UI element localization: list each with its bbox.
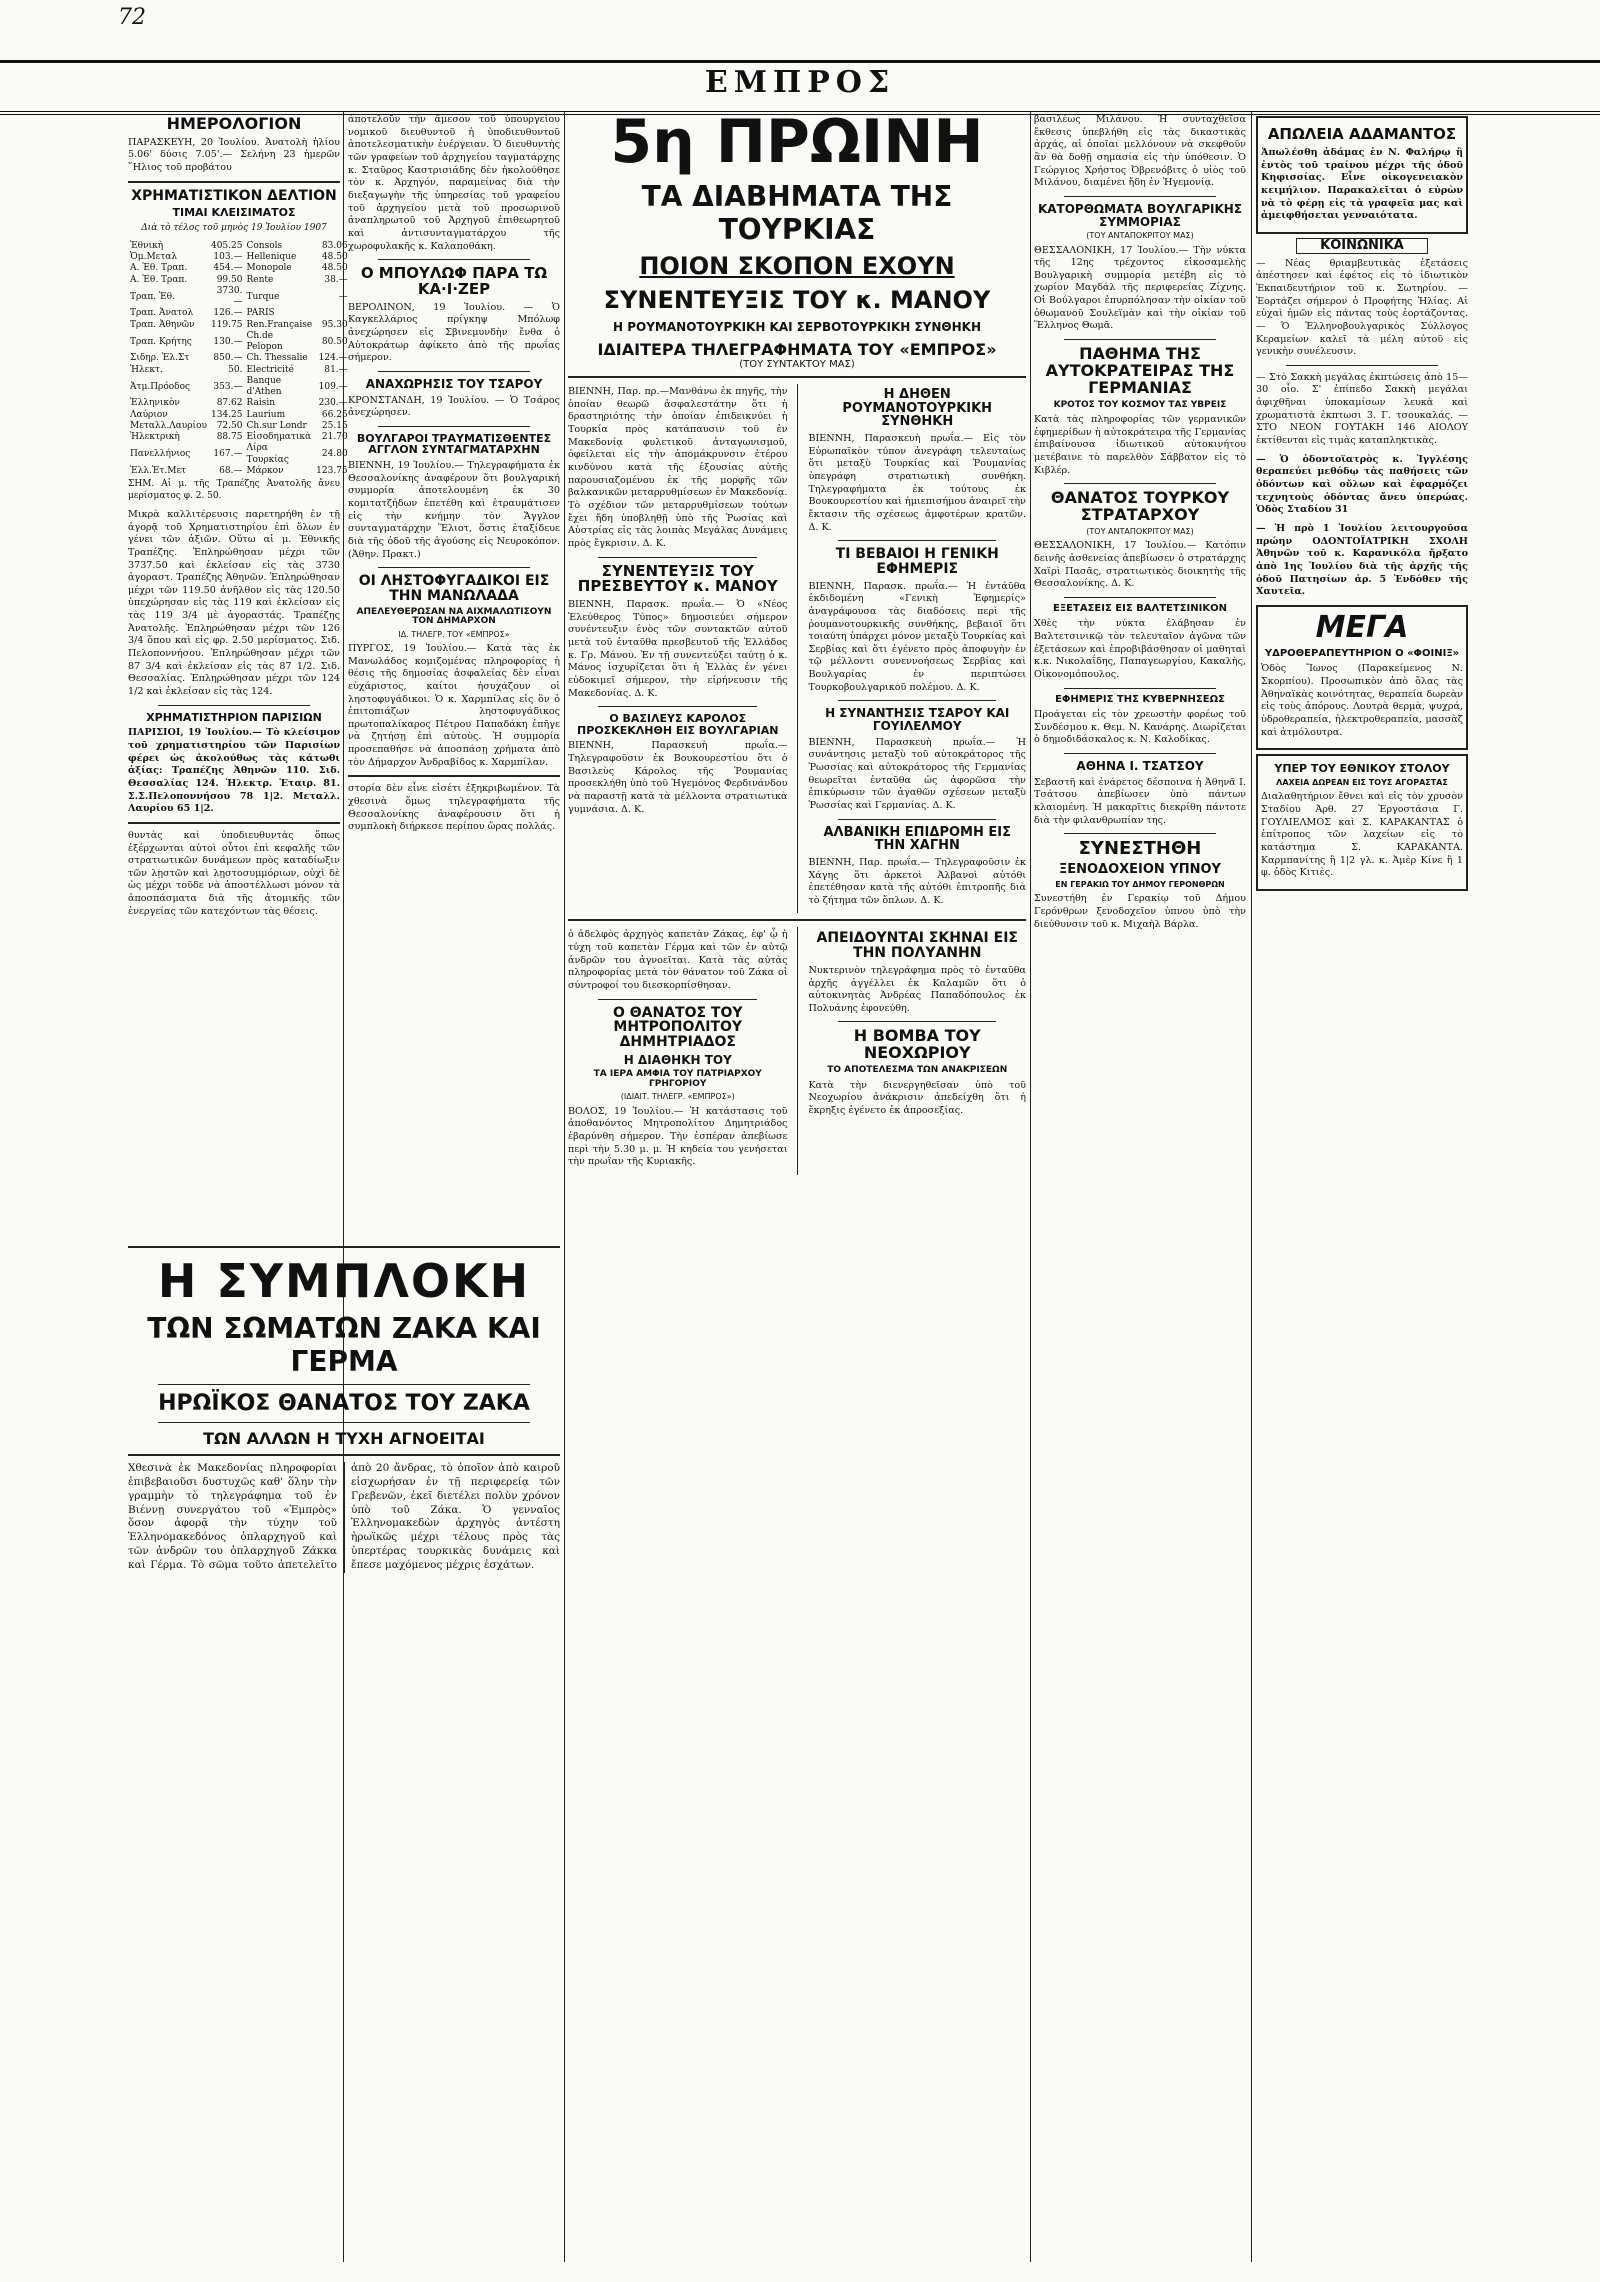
divider [1064, 597, 1216, 598]
fleet-lottery-ad [1256, 754, 1468, 891]
rates-cell: PARIS [246, 308, 275, 319]
bourse-note: ΣΗΜ. Αἱ μ. τῆς Τραπέζης Ἀνατολῆς ἄνευ μερίσματος φ. 2. 50. [128, 479, 340, 501]
rates-cell: Τραπ. Ἀνατολ [130, 308, 194, 319]
divider [1064, 753, 1216, 754]
carol-heading: Ο ΒΑΣΙΛΕΥΣ ΚΑΡΟΛΟΣ ΠΡΟΣΚΕΚΛΗΘΗ ΕΙΣ ΒΟΥΛΓΑΡΙΑΝ [577, 712, 779, 737]
divider [838, 819, 996, 820]
metropolitan-heading: Ο ΘΑΝΑΤΟΣ ΤΟΥ ΜΗΤΡΟΠΟΛΙΤΟΥ ΔΗΜΗΤΡΙΑΔΟΣ [612, 1004, 743, 1051]
rates-cell: Τραπ. Ἐθ. [130, 291, 175, 302]
rates-cell: Λίρα Τουρκίας [246, 443, 289, 465]
divider [128, 822, 340, 824]
bebaioi-heading: ΤΙ ΒΕΒΑΙΟΙ Η ΓΕΝΙΚΗ ΕΦΗΜΕΡΙΣ [835, 546, 999, 577]
rates-cell: Electricité [246, 364, 294, 375]
manolada-byline: ΙΔ. ΤΗΛΕΓΡ. ΤΟΥ «ΕΜΠΡΟΣ» [398, 629, 510, 639]
main-left-subcolumn [568, 384, 787, 913]
rates-cell: Α. Ἐθ. Τραπ. [130, 274, 188, 285]
manolada-heading: ΟΙ ΛΗΣΤΟΦΥΓΑΔΙΚΟΙ ΕΙΣ ΤΗΝ ΜΑΝΩΛΑΔΑ [358, 573, 550, 604]
article-continuation: ἀποτελοῦν τὴν ἄμεσον τοῦ ὑπουργείου νομικοῦ διευθυντοῦ ἡ ὑποδιευθυντοῦ ἀποτελεσματικὴν ἐνέργειαν. Ὁ διευθυντὴς τῶν γραφείων τοῦ ἀρχηγείου ταγματάρχης κ. Σταῦρος Καστρισιάδης δὲν ἠκολούθησε τὸν κ. Ἀρχηγόν, παραμείνας διὰ τὴν διεξαγωγὴν τῆς ὑπηρεσίας τοῦ γραφείου τοῦ ἀρχηγείου μετὰ τοῦ προσωρινοῦ ἀναπληρωτοῦ τοῦ Ἀρχηγοῦ ἐπιθεωρητοῦ καὶ ἀντισυνταγματάρχου τῆς χωροφυλακῆς κ. Καλαποθάκη. [348, 114, 560, 252]
rates-cell: 83.06 [321, 240, 348, 251]
meeting-heading: Η ΣΥΝΑΝΤΗΣΙΣ ΤΣΑΡΟΥ ΚΑΙ ΓΟΥΙΛΕΛΜΟΥ [825, 706, 1010, 734]
divider [838, 1021, 996, 1022]
hotel-subheading-2: ΕΝ ΓΕΡΑΚΙΩ ΤΟΥ ΔΗΜΟΥ ΓΕΡΟΝΘΡΩΝ [1055, 879, 1225, 889]
rates-cell: — [338, 291, 348, 302]
rates-row [128, 252, 350, 263]
albania-heading: ΑΛΒΑΝΙΚΗ ΕΠΙΔΡΟΜΗ ΕΙΣ ΤΗΝ ΧΑΓΗΝ [823, 824, 1011, 854]
rates-cell: Laurium [246, 409, 286, 420]
page-number: 72 [118, 5, 146, 30]
skinai-text: Νυκτερινὸν τηλεγράφημα πρὸς τὸ ἐνταῦθα ἀρχῆς ἀγγέλλει ἐκ Καλαμῶν ὅτι ὁ αὐτοκινητὰς Ἀνδρέας Παπαδόπουλος ἐκ Πολυάνης ἐφονεύθη. [808, 964, 1026, 1014]
rates-cell: 48.50 [321, 263, 348, 274]
wide-article [128, 1240, 560, 2270]
article-continuation: βασιλέως Μιλάνου. Ἡ συνταχθεῖσα ἔκθεσις ὑπεβλήθη εἰς τὰς δικαστικὰς ἀρχάς, αἱ ὁποῖαι μελλόνουν νὰ σκεφθοῦν ἂν θὰ δοθῇ σημασία εἰς τὴν ὑπόθεσιν. Ὁ Γεώργιος Χρήστος Ὀβρενόβιτς ὁ υἱὸς τοῦ Μιλάνου, διαμένει ἤδη ἐν Ἡγεμονίᾳ. [1034, 114, 1246, 189]
meeting-text: ΒΙΕΝΝΗ, Παρασκευὴ πρωΐα.— Ἡ συνάντησις μεταξὺ τοῦ αὐτοκράτορος τῆς Ῥωσσίας καὶ αὐτοκράτορος τῆς Γερμανίας θεωρεῖται ἐνταῦθα ὡς ἀφορῶσα τὴν ἐπικύρωσιν τῶν ἀγαθῶν σχέσεων μεταξὺ Ῥωσσίας καὶ Γερμανίας. Δ. Κ. [808, 736, 1026, 811]
wide-article-text: Χθεσινὰ ἐκ Μακεδονίας πληροφορίαι ἐπιβεβαιοῦσι δυστυχῶς καθ' ὅλην τὴν γραμμὴν τὸ τηλεγράφημα τοῦ ἐν Βιέννῃ συνεργάτου τοῦ «Ἐμπρὸς» ὅσον ἀφορᾷ τὴν τύχην τοῦ Ἑλληνομακεδόνος ὁπλαρχηγοῦ καὶ τῶν ἀνδρῶν του ὁπλαρχηγοῦ Ζάκκα καὶ Γέρμα. Τὸ σῶμα τοῦτο ἀπετελεῖτο ἀπὸ 20 ἄνδρας, τὸ ὁποῖον ἀπὸ καιροῦ εἰσχωρήσαν ἐν τῇ περιφερείᾳ τῶν Γρεβενῶν, ἐκεῖ διετέλει πολὺν χρόνον ὑπὸ τοῦ Ζάκα. Ὁ γενναῖος Ἑλληνομακεδὼν ἀρχηγὸς ἀντέστη ἡρωϊκῶς μέχρι τέλους πρὸς τὰς ὑπερτέρας τουρκικὰς δυνάμεις καὶ ἔπεσε μαχόμενος μέχρις ἐσχάτων. [128, 1462, 560, 1572]
rates-row [128, 443, 350, 466]
rates-cell: 95.30 [321, 319, 348, 330]
rates-row [128, 365, 350, 376]
lost-diamond-heading: ΑΠΩΛΕΙΑ ΑΔΑΜΑΝΤΟΣ [1267, 125, 1457, 143]
rates-row [128, 466, 350, 477]
main-headline-3: ΣΥΝΕΝΤΕΥΞΙΣ ΤΟΥ κ. ΜΑΝΟΥ [603, 286, 991, 314]
column-rule [797, 927, 798, 1174]
metropolitan-subheading: Η ΔΙΑΘΗΚΗ ΤΟΥ [623, 1052, 732, 1067]
rates-row [128, 398, 350, 409]
rates-cell: 119.75 [210, 319, 243, 330]
rates-cell: 124.— [318, 353, 348, 364]
social-text: — Νέας θριαμβευτικὰς ἐξετάσεις ἀπέστησεν καὶ ἐφέτος εἰς τὸ ἰδιωτικὸν Ἐκπαιδευτήριον τοῦ κ. Σωτηρίου. — Ἐορτάζει σήμερον ὁ Προφήτης Ἠλίας. Αἱ εὐχαὶ ἡμῶν εἰς πάντας τοὺς ἑορτάζοντας. — Ὁ Ἑλληνοβουλγαρικὸς Σύλλογος Κεραμείων καλεῖ τὰ μέλη αὐτοῦ εἰς γενικὴν συνέλευσιν. [1256, 257, 1468, 358]
divider [158, 1422, 530, 1423]
divider [598, 557, 757, 558]
divider [378, 567, 530, 568]
manolada-text: ΠΥΡΓΟΣ, 19 Ἰουλίου.— Κατὰ τὰς ἐκ Μανωλάδος κομιζομένας πληροφορίας ἡ θέσις τῆς δημοσίας ἀσφαλείας δὲν εἶναι εὐχάριστος, καίτοι ἠσυχάζουν οἱ ληστοφυγάδικοι. Ὁ κ. Χαρμπίλας εἰς ὃν ὁ ἐπιτοπιάζων ληστοφυγάδικος πρωτοπαλίκαρος Πέτρου Παπαδάκη ἐπῆγε νὰ ζητήσῃ ἐπὶ αὐτοὺς. Ἡ συμμορία προσεπαθήσε νὰ ἀποσπάσῃ χρήματα ἀπὸ τὸν Δήμαρχον Ἀνδραβίδος κ. Χαρμπίλαν. [348, 642, 560, 768]
gazette-text: Προάγεται εἰς τὸν χρεωστὴν φορέως τοῦ Συνδέσμου κ. Θεμ. Ν. Κανάρης. Διωρίζεται ὁ δημοδιδάσκαλος κ. Ν. Καλοδίκας. [1034, 709, 1246, 746]
rates-cell: Ὁμ.Μεταλ [130, 252, 178, 263]
rates-row [128, 410, 350, 421]
rates-cell: 353.— [213, 381, 243, 392]
bomb-heading: Η ΒΟΜΒΑ ΤΟΥ ΝΕΟΧΩΡΙΟΥ [853, 1026, 981, 1063]
rates-cell: Πανελλήνιος [130, 449, 191, 459]
divider [838, 700, 996, 701]
rates-cell: 80.50 [321, 336, 348, 347]
rates-row [128, 241, 350, 252]
rates-cell: 66.25 [321, 409, 348, 420]
calendar-text: ΠΑΡΑΣΚΕΥΗ, 20 Ἰουλίου. Ἀνατολὴ ἡλίου 5.06' δύσις 7.05'.— Σελήνη 23 ἡμερῶν ῞Ηλιος τοῦ προβάτου [128, 136, 340, 174]
tsar-heading: ΑΝΑΧΩΡΗΣΙΣ ΤΟΥ ΤΣΑΡΟΥ [365, 377, 543, 391]
bourse-text: Μικρὰ καλλιτέρευσις παρετηρήθη ἐν τῇ ἀγορᾷ τοῦ Χρηματιστηρίου ἐπὶ ὅλων ἐν γένει τῶν ἀξιῶν. Οὕτω αἱ μ. Ἐθνικῆς Τραπέζης. Ἐπληρώθησαν μέχρι τῶν 3737.50 καὶ ἐκλείσαν εἰς τὰς 3730 ἀγοραστ. Τραπέζης Ἀθηνῶν. Ἐπληρώθησαν μέχρι τῶν 119.50 ἀνῆλθον εἰς τὰς 120.50 ὑπεχώρησαν εἰς τὰς 119 καὶ ἐκλείσαν εἰς τὰς 119 3/4 μὲ ἀγοραστάς. Τραπέζης Ἀνατολῆς. Ἐπληρώθησαν μέχρι τῶν 126 3/4 ὅπου καὶ εἰς φρ. 2.50 μερίσματος. Σιδ. Πελοποννήσου. Ἐπληρώθησαν μέχρι τῶν 87 3/4 καὶ ἐκλείσαν εἰς τὰς 87 1/2. Σιδ. Θεσσαλίας. Ἐπληρώθησαν μέχρι τῶν 124 1/2 καὶ ἐκλείσαν εἰς τὰς 124. [128, 508, 340, 698]
interview-text: ΒΙΕΝΝΗ, Παρασκ. πρωΐα.— Ὁ «Νέος Ἐλεύθερος Τύπος» δημοσιεύει σήμερον συνέντευξιν ἑνὸς τῶν συντακτῶν αὐτοῦ μετὰ τοῦ ἐνταῦθα πρεσβευτοῦ τῆς Ἑλλάδος κ. Γρ. Μάνου. Ἐν τῇ συνεντεύξει ταύτῃ ὁ κ. Μάνος ἰσχυρίζεται ὅτι ἡ Ἑλλὰς ἐν γένει εὐδοκιμεῖ σήμερον, τὴν εἰρήνευσιν τῆς Μακεδονίας. Δ. Κ. [568, 599, 788, 699]
bulow-heading: Ο ΜΠΟΥΛΩΦ ΠΑΡΑ ΤΩ ΚΑ·Ι·ΖΕΡ [360, 264, 548, 298]
column-4 [1034, 112, 1246, 2272]
column-rule [1251, 112, 1252, 2262]
manolada-subheading: ΑΠΕΛΕΥΘΕΡΩΣΑΝ ΝΑ ΑΙΧΜΑΛΩΤΙΣΟΥΝ ΤΟΝ ΔΗΜΑΡΧΟΝ [356, 606, 552, 627]
divider [1064, 483, 1216, 484]
bulgarians-text: ΒΙΕΝΝΗ, 19 Ἰουλίου.— Τηλεγραφήματα ἐκ Θεσσαλονίκης ἀναφέρουν ὅτι βουλγαρική συμμορία ἀποτελουμένη ἐκ 30 κομιτατζήδων ἐπετέθη καὶ ἐτραυμάτισεν εἰς τὴν κνήμην τὸν Ἄγγλον συνταγματάρχην Ἕλιοτ, ὅστις ἐταξίδευε διὰ τῆς ὁδοῦ τῆς ἀγούσης εἰς Νευροκόπον. (Ἀθην. Πρακτ.) [348, 460, 560, 560]
paris-text: ΠΑΡΙΣΙΟΙ, 19 Ἰουλίου.— Τὸ κλείσιμον τοῦ χρηματιστηρίου τῶν Παρισίων φέρει ὡς ἀκολούθως τὰς κάτωθι ἀξίας: Τραπέζης Ἀθηνῶν 110. Σιδ. Θεσσαλίας 124. Ἠλεκτρ. Ἑταιρ. 81. Σ.Σ.Πελοποννήσου 78 1|2. Μεταλλ. Λαυρίου 65 1|2. [128, 727, 340, 815]
bulow-text: ΒΕΡΟΛΙΝΟΝ, 19 Ἰουλίου. — Ὁ Καγκελλάριος πρίγκηψ Μπόλωφ ἀνεχώρησεν εἰς Σβινεμυνδὴν ἔνθα ὁ Αὐτοκράτωρ ἀφίκετο ἀπὸ τῆς πρωΐας σήμερον. [348, 301, 560, 364]
lower-text: ὁ ἀδελφὸς ἀρχηγὸς καπετὰν Ζάκας, ἐφ' ᾧ ἡ τύχη τοῦ καπετὰν Γέρμα καὶ τῶν ἐν αὐτῷ ἀνδρῶν του ἀγνοεῖται. Κατὰ τὰς αὐτὰς πληροφορίας μετὰ τὸν θάνατον τοῦ Ζάκα οἱ σύντροφοί του διεσκορπίσθησαν. [568, 929, 788, 992]
rates-row [128, 320, 350, 331]
rates-cell: Ἑλληνικὸν [130, 398, 180, 409]
obituary-heading: ΑΘΗΝΑ Ι. ΤΣΑΤΣΟΥ [1076, 759, 1204, 774]
divider [1064, 688, 1216, 689]
rates-cell: Turque [246, 291, 280, 302]
dentist-ad-text: — Ὁ ὀδοντοϊατρὸς κ. Ἰγγλέσης θεραπεύει μεθόδῳ τὰς παθήσεις τῶν ὀδόντων καὶ οὔλων καὶ ἐφαρμόζει τεχνητοὺς ὀδόντας ἄνευ ὑπερώας. Ὁδὸς Σταδίου 31 [1256, 453, 1468, 516]
rates-cell: 850.— [213, 353, 243, 364]
rates-cell: Ἀτμ.Πρόοδος [130, 381, 191, 392]
column-5 [1256, 112, 1468, 2272]
rates-row [128, 275, 350, 286]
rates-row [128, 331, 350, 354]
wide-headline-3: ΗΡΩΪΚΟΣ ΘΑΝΑΤΟΣ ΤΟΥ ΖΑΚΑ [158, 1391, 530, 1416]
bulgarian-band-text: ΘΕΣΣΑΛΟΝΙΚΗ, 17 Ἰουλίου.— Τὴν νύκτα τῆς 12ης τρέχοντος εἰκοσαμελὴς Βουλγαρικὴ συμμορία μετέβη εἰς τὸ χωρίον Μαγδάλ τῆς περιφερείας Ζίχνης. Οἱ Βούλγαροι ἐπυρπόλησαν τὴν οἰκίαν τοῦ ὀθωμανοῦ Σουλεϊμὰν καὶ τὴν οἰκίαν τοῦ Ἕλληνος Θωμᾶ. [1034, 244, 1246, 332]
rates-cell: 88.75 [216, 432, 243, 443]
rates-cell: Τραπ. Ἀθηνῶν [130, 319, 195, 330]
rates-cell: 109.— [318, 381, 348, 392]
rates-cell: 130.— [213, 336, 243, 347]
rates-cell: 3730.— [216, 285, 243, 308]
divider [158, 705, 310, 706]
exams-heading: ΕΞΕΤΑΣΕΙΣ ΕΙΣ ΒΑΛΤΕΤΣΙΝΙΚΟΝ [1053, 602, 1227, 614]
divider [838, 540, 996, 541]
rates-cell: Μάρκον [246, 465, 284, 476]
hydrotherapy-ad [1256, 605, 1468, 750]
rates-cell: Ch.sur Londr [246, 420, 307, 431]
lower-left-subcolumn [568, 927, 787, 1174]
rates-cell: 99.50 [216, 274, 243, 285]
column-2 [348, 112, 560, 1240]
rates-cell: Consols [246, 240, 283, 251]
rates-cell: Σιδηρ. Ἐλ.Στ [130, 353, 190, 364]
bourse-date: Διὰ τὸ τέλος τοῦ μηνὸς 19 Ἰουλίου 1907 [141, 223, 327, 233]
fleet-text: Διαλαθητήριον ἔθνει καὶ εἰς τὸν χρυσὸν Σταδίου Ἀρθ. 27 Ἐργοστάσια Γ. ΓΟΥΛΙΕΛΜΟΣ καὶ Σ. ΚΑΡΑΚΑΝΤΑΣ ὁ ἐπίτροπος τῶν λαχείων εἰς τὸ κατάστημα Σ. ΚΑΡΑΚΑΝΤΑ. Καρμπανίτης ἢ 1|2 γλ. κ. Ἀμὲρ Κίνε ἢ 1 φ. ὁδὸς Κιτιὲς. [1261, 791, 1463, 879]
rates-cell: Ἠλεκτ. [130, 364, 163, 375]
rates-cell: Εἰσοδηματικὰ [246, 432, 312, 443]
hotel-subheading: ΞΕΝΟΔΟΧΕΙΟΝ ΥΠΝΟΥ [1059, 862, 1221, 878]
hotel-heading: ΣΥΝΕΣΤΗΘΗ [1078, 838, 1202, 860]
tsar-text: ΚΡΟΝΣΤΑΝΔΗ, 19 Ἰουλίου. — Ὁ Τσάρος ἀνεχώρησεν. [348, 394, 560, 419]
empress-text: Κατὰ τὰς πληροφορίας τῶν γερμανικῶν ἐφημερίδων ἡ αὐτοκράτειρα τῆς Γερμανίας ἐπιβαίνουσα ἰδιωτικοῦ αὐτοκινήτου μετέβαινε τὸ παρελθὸν Σάββατον εἰς τὸ Κιβλέρ. [1034, 413, 1246, 476]
bomb-subheading: ΤΟ ΑΠΟΤΕΛΕΣΜΑ ΤΩΝ ΑΝΑΚΡΙΣΕΩΝ [827, 1065, 1008, 1076]
main-left-text: ΒΙΕΝΝΗ, Παρ. πρ.—Μανθάνω ἐκ πηγῆς, τὴν ὁποίαν θεωρῶ ἀσφαλεστάτην ὅτι ἡ δραστηριότης τὴν ὁποίαν ἐπιδεικνύει ἡ Τουρκία πρὸς κατάπαυσιν τοῦ ἐν Μακεδονίᾳ φυλετικοῦ ἀνταγωνισμοῦ, ὀφείλεται εἰς τὴν ἀπομάκρυνσιν ἑτέρου κινδύνου κατὰ τῆς ἐξουσίας αὐτῆς παρουσιαζομένου ἐκ τῆς μορφῆς τῶν βαλκανικῶν μεταρρυθμίσεων ἐν Μακεδονίᾳ. Τὸ σχέδιον τῶν μεταρρυθμίσεων τούτων ἔχει ἤδη ὑποβληθῇ ὑπὸ τῆς Ῥωσίας καὶ Αὐστρίας εἰς τὰς λοιπὰς Μεγάλας Δυνάμεις πρὸς ἔγκρισιν. Δ. Κ. [568, 386, 788, 549]
marshal-text: ΘΕΣΣΑΛΟΝΙΚΗ, 17 Ἰουλίου.— Κατόπιν δεινῆς ἀσθενείας ἀπεβίωσεν ὁ στρατάρχης Χαϊρὶ Πασᾶς, στρατιωτικὸς διοικητὴς τῆς Θεσσαλονίκης. Δ. Κ. [1034, 540, 1246, 590]
divider [128, 1454, 560, 1456]
bourse-subheading: ΤΙΜΑΙ ΚΛΕΙΣΙΜΑΤΟΣ [172, 206, 296, 220]
rates-cell: 81.— [324, 364, 348, 375]
rates-cell: 230.— [318, 398, 348, 409]
lower-split [568, 927, 1026, 1174]
rates-cell: 50. [228, 364, 243, 375]
fleet-heading: ΥΠΕΡ ΤΟΥ ΕΘΝΙΚΟΥ ΣΤΟΛΟΥ [1274, 762, 1450, 776]
paris-heading: ΧΡΗΜΑΤΙΣΤΗΡΙΟΝ ΠΑΡΙΣΙΩΝ [146, 710, 322, 724]
metropolitan-text: ΒΟΛΟΣ, 19 Ἰουλίου.— Ἡ κατάστασις τοῦ ἀποθανόντος Μητροπολίτου Δημητριάδος ἐβαρύνθη σήμερον. Τὴν ἐσπέραν ἀπεβίωσε περὶ τὴν 5.30 μ. μ. Ἡ κηδεία του γενήσεται τὴν πρωΐαν τῆς Κυριακῆς. [568, 1105, 788, 1168]
main-headline-5: ΙΔΙΑΙΤΕΡΑ ΤΗΛΕΓΡΑΦΗΜΑΤΑ ΤΟΥ «ΕΜΠΡΟΣ» [597, 340, 997, 359]
rates-cell: 103.— [213, 252, 243, 263]
rates-cell: 405.25 [210, 240, 243, 251]
treaty-heading: Η ΔΗΘΕΝ ΡΟΥΜΑΝΟΤΟΥΡΚΙΚΗ ΣΥΝΘΗΚΗ [842, 387, 993, 430]
divider [598, 999, 757, 1000]
main-headline-2: ΠΟΙΟΝ ΣΚΟΠΟΝ ΕΧΟΥΝ [639, 252, 955, 280]
rates-cell: 48.50 [321, 252, 348, 263]
dental-school-ad-text: — Ἡ πρὸ 1 Ἰουλίου λειτουργοῦσα πρώην ΟΔΟΝΤΟΪΑΤΡΙΚΗ ΣΧΟΛΗ Ἀθηνῶν τοῦ κ. Καρανικόλα ἤρξατο ἀπὸ 1ης Ἰουλίου διὰ τῆς ἀρχῆς τῆς ὁδοῦ Πατησίων ἀρ. 5 Ἐνδόθεν τῆς Χαυτεῖα. [1256, 523, 1468, 598]
calendar-heading: ΗΜΕΡΟΛΟΓΙΟΝ [166, 114, 302, 133]
divider [378, 371, 530, 372]
treaty-text: ΒΙΕΝΝΗ, Παρασκευὴ πρωΐα.— Εἰς τὸν Εὐρωπαϊκὸν τύπον ἀνεγράφη τελευταίως ὅτι μεταξὺ Τουρκίας καὶ Ῥουμανίας ὑπεγράφη στρατιωτικὴ συνθήκη. Τηλεγραφήματα ἐκ τούτους ἐκ Βουκουρεστίου καὶ ἡμιεπισήμου ἀναιρεῖ τὴν ἔκτασιν τῆς σχέσεως ἀμφοτέρων κρατῶν. Δ. Κ. [808, 432, 1026, 533]
rates-cell [314, 308, 350, 319]
carol-text: ΒΙΕΝΝΗ, Παρασκευὴ πρωΐα.— Τηλεγραφοῦσιν ἐκ Βουκουρεστίου ὅτι ὁ Βασιλεὺς Κάρολος τῆς Ῥουμανίας προσεκλήθη ὑπὸ τοῦ Ἡγεμόνος Φερδινάνδου νὰ παραστῇ κατὰ τὰ μέλλοντα στρατιωτικὰ γυμνάσια. Δ. Κ. [568, 740, 788, 815]
newspaper-title: ΕΜΠΡΟΣ [704, 65, 896, 100]
bebaioi-text: ΒΙΕΝΝΗ, Παρασκ. πρωΐα.— Ἡ ἐντάῦθα ἐκδιδομένη «Γενικὴ Ἐφημερίς» ἀναγράφουσα τὰς διαδόσεις περὶ τῆς ῥουμανοτουρκικῆς συνθήκης, βεβαιοῖ ὅτι τοιαύτη ὑπάρχει μόνον μεταξὺ Τουρκίας καὶ Σερβίας καὶ ὅτι ἐγένετο πρὸς ἀποφυγὴν ἐν τῷ μέλλοντι συνεννοήσεως Σερβίας καὶ Βουλγαρίας ἐν περιπτώσει Τουρκοβουλγαρικοῦ πολέμου. Δ. Κ. [808, 580, 1026, 693]
interview-heading: ΣΥΝΕΝΤΕΥΞΙΣ ΤΟΥ ΠΡΕΣΒΕΥΤΟΥ κ. ΜΑΝΟΥ [577, 561, 778, 596]
main-byline: (ΤΟΥ ΣΥΝΤΑΚΤΟΥ ΜΑΣ) [739, 359, 855, 370]
divider [378, 259, 530, 260]
main-headline-1: ΤΑ ΔΙΑΒΗΜΑΤΑ ΤΗΣ ΤΟΥΡΚΙΑΣ [641, 180, 953, 246]
rates-cell: 167.— [213, 449, 243, 459]
article-continuation: στορία δὲν εἶνε εἰσέτι ἐξηκριβωμένον. Τὰ χθεσινὰ ὅμως τηλεγραφήματα τῆς Θεσσαλονίκης ἀναφέρουσιν ὅτι ἡ συμπλοκὴ διήρκεσε περίπου ὥρας πολλάς. [348, 783, 560, 833]
main-headline-4: Η ΡΟΥΜΑΝΟΤΟΥΡΚΙΚΗ ΚΑΙ ΣΕΡΒΟΤΟΥΡΚΙΚΗ ΣΥΝΘΗΚΗ [613, 320, 981, 334]
metropolitan-byline: (ΙΔΙΑΙΤ. ΤΗΛΕΓΡ. «ΕΜΠΡΟΣ») [620, 1092, 735, 1102]
divider [568, 919, 1026, 921]
divider [1286, 365, 1438, 366]
rates-row [128, 308, 350, 319]
lost-diamond-text: Ἀπωλέσθη ἀδάμας ἐν Ν. Φαλήρῳ ἢ ἐντὸς τοῦ τραίνου μέχρι τῆς ὁδοῦ Κηφισσίας. Εἶνε οἰκογενειακὸν κειμήλιον. Παρακαλεῖται ὁ εὑρὼν νὰ τὸ φέρῃ εἰς τὰ γραφεῖα μας καὶ ἀμειφθήσεται γενναιότατα. [1261, 147, 1463, 222]
hydrotherapy-subheading: ΥΔΡΟΘΕΡΑΠΕΥΤΗΡΙΟΝ Ο «ΦΟΙΝΙΞ» [1264, 647, 1460, 659]
rates-cell: 21.70 [321, 432, 348, 443]
rates-cell: 87.62 [216, 398, 243, 409]
rates-cell: Λαύριον [130, 409, 168, 420]
lower-right-subcolumn [808, 927, 1026, 1174]
main-right-subcolumn [808, 384, 1026, 913]
rates-cell: Monopole [246, 263, 292, 274]
divider [128, 1246, 560, 1248]
skinai-heading: ΑΠΕΙΔΟΥΝΤΑΙ ΣΚΗΝΑΙ ΕΙΣ ΤΗΝ ΠΟΛΥΑΝΗΝ [816, 930, 1018, 962]
hydrotherapy-heading: ΜΕΓΑ [1315, 609, 1409, 645]
divider [158, 1384, 530, 1385]
rates-row [128, 286, 350, 309]
gazette-heading: ΕΦΗΜΕΡΙΣ ΤΗΣ ΚΥΒΕΡΝΗΣΕΩΣ [1055, 693, 1225, 705]
lost-diamond-ad [1256, 116, 1468, 234]
rates-cell: Ἐθνικὴ [130, 240, 164, 251]
rates-cell: 24.80 [321, 449, 348, 459]
albania-text: ΒΙΕΝΝΗ, Παρ. πρωΐα.— Τηλεγραφοῦσιν ἐκ Χάγης ὅτι ἀρκετοὶ Ἀλβανοὶ αὐτόθι ἐπετέθησαν κατὰ τῆς αὐτόθι ἐπιτροπῆς διὰ τὸ ζήτημα τῶν ὅπλων. Δ. Κ. [808, 856, 1026, 906]
rates-cell: Ch.de Pelopon [246, 330, 283, 353]
rates-row [128, 432, 350, 443]
rates-cell: 454.— [213, 263, 243, 274]
article-continuation: θυντὰς καὶ ὑποδιευθυντὰς ὅπως ἐξέρχωνται αὐτοὶ οὗτοι ἐπὶ κεφαλῆς τῶν στρατιωτικῶν δυνάμεων πρὸς καταδίωξιν τῶν λῃστῶν καὶ λῃστοσυμμόριων, οὐχὶ δὲ ὡς μέχρι τοῦδε νὰ ἀποστέλλωσι μόνον τὰ ἀποσπάσματα διὰ τῆς ἀτομικῆς τῶν ἐνεργείας τῶν κατεχόντων τὰς θέσεις. [128, 829, 340, 917]
divider [1064, 339, 1216, 340]
bulgarian-band-byline: (ΤΟΥ ΑΝΤΑΠΟΚΡΙΤΟΥ ΜΑΣ) [1086, 231, 1194, 241]
bomb-text: Κατὰ τὴν διενεργηθεῖσαν ὑπὸ τοῦ Νεοχωρίου ἀνάκρισιν ἀπεδείχθη ὅτι ἡ ἔκρηξις ἐγένετο ἐκ ἀπροσεξίας. [808, 1079, 1026, 1116]
divider [568, 376, 1026, 378]
rates-cell: Hellenique [246, 252, 297, 263]
empress-heading: ΠΑΘΗΜΑ ΤΗΣ ΑΥΤΟΚΡΑΤΕΙΡΑΣ ΤΗΣ ΓΕΡΜΑΝΙΑΣ [1045, 344, 1235, 397]
rates-cell: Ren.Française [246, 319, 313, 330]
marshal-heading: ΘΑΝΑΤΟΣ ΤΟΥΡΚΟΥ ΣΤΡΑΤΑΡΧΟΥ [1050, 488, 1230, 525]
edition-heading: 5η ΠΡΩΙΝΗ [610, 107, 984, 177]
column-rule [1030, 112, 1031, 2262]
rates-row [128, 263, 350, 274]
wide-headline-2: ΤΩΝ ΣΩΜΑΤΩΝ ΖΑΚΑ ΚΑΙ ΓΕΡΜΑ [147, 1312, 541, 1378]
rates-row [128, 376, 350, 399]
rates-cell: Raisin [246, 398, 275, 409]
divider [1064, 196, 1216, 197]
rates-cell: 72.50 [216, 420, 243, 431]
marshal-byline: (ΤΟΥ ΑΝΤΑΠΟΚΡΙΤΟΥ ΜΑΣ) [1086, 526, 1194, 536]
hydrotherapy-text: Ὁδὸς Ἴωνος (Παρακείμενος Ν. Σκορπίου). Προσωπικὸν ἀπὸ ὅλας τὰς Ἀθηναϊκὰς κοινότητας, θεραπεία δωρεὰν εἰς τοὺς ἀπόρους. Λουτρὰ θερμὰ, ψυχρά, ὑδροθεραπεία, ἠλεκτροθεραπεία, μασσὰζ καὶ ἀτμόλουτρα. [1261, 663, 1463, 738]
rates-cell: 38.— [324, 274, 348, 285]
obituary-text: Σεβαστῆ καὶ ἐνάρετος δέσποινα ἡ Ἀθηνᾶ Ι. Τσάτσου ἀπεβίωσεν ὑπὸ πάντων κλαιομένη. Ἡ μακαρῖτις διεκρίθη πάντοτε διὰ τὴν φιλανθρωπίαν της. [1034, 776, 1246, 826]
rates-cell: Ch. Thessalie [246, 353, 308, 364]
rates-table [128, 241, 350, 477]
rates-cell: 126.— [213, 308, 243, 319]
metropolitan-subheading-2: ΤΑ ΙΕΡΑ ΑΜΦΙΑ ΤΟΥ ΠΑΤΡΙΑΡΧΟΥ ΓΡΗΓΟΡΙΟΥ [593, 1069, 762, 1089]
divider [1064, 833, 1216, 834]
rates-cell: Rente [246, 274, 274, 285]
rates-cell: 25.15 [321, 420, 348, 431]
rates-row [128, 353, 350, 364]
main-split [568, 384, 1026, 913]
column-rule [564, 112, 565, 2262]
hotel-text: Συνεστήθη ἐν Γερακίῳ τοῦ Δήμου Γερόνθρων ξενοδοχεῖον ὑπνου ὑπὸ τὴν διεύθυνσιν τοῦ κ. Μιχαὴλ Βάρλα. [1034, 893, 1246, 930]
rates-cell: 123.75 [316, 465, 348, 476]
rates-cell: 68.— [219, 465, 243, 476]
wide-headline-4: ΤΩΝ ΑΛΛΩΝ Η ΤΥΧΗ ΑΓΝΟΕΙΤΑΙ [203, 1429, 485, 1448]
rates-cell: Α. Ἐθ. Τραπ. [130, 263, 188, 274]
column-1 [128, 112, 348, 1240]
bourse-heading: ΧΡΗΜΑΤΙΣΤΙΚΟΝ ΔΕΛΤΙΟΝ [131, 187, 337, 204]
wide-headline-1: Η ΣΥΜΠΛΟΚΗ [157, 1254, 531, 1308]
social-heading: ΚΟΙΝΩΝΙΚΑ [1296, 238, 1428, 254]
divider [598, 706, 757, 707]
rates-cell: Ἠλεκτρικὴ [130, 432, 180, 443]
bulgarian-band-heading: ΚΑΤΟΡΘΩΜΑΤΑ ΒΟΥΛΓΑΡΙΚΗΣ ΣΥΜΜΟΡΙΑΣ [1037, 201, 1243, 229]
divider [128, 181, 340, 183]
column-3 [568, 107, 1026, 2272]
fleet-subheading: ΛΑΧΕΙΑ ΔΩΡΕΑΝ ΕΙΣ ΤΟΥΣ ΑΓΟΡΑΣΤΑΣ [1276, 777, 1448, 787]
rates-cell: Ἑλλ.Ἑτ.Μετ [130, 465, 187, 476]
bulgarians-heading: ΒΟΥΛΓΑΡΟΙ ΤΡΑΥΜΑΤΙΣΘΕΝΤΕΣ ΑΓΓΛΟΝ ΣΥΝΤΑΓΜΑΤΑΡΧΗΝ [356, 431, 552, 457]
rates-cell: Μεταλλ.Λαυρίου [130, 420, 207, 431]
exams-text: Χθὲς τὴν νύκτα ἐλάβησαν ἐν Βαλτετσινικῷ τὸν τελευταῖον ἀγῶνα τῶν ἐξετάσεων καὶ ἐπροβιβάσθησαν οἱ μαθηταὶ κ.κ. Νικολαΐδης, Παπαγεωργίου, Κακαλὴς, Οἰκονομόπουλος. [1034, 618, 1246, 680]
rates-cell: Τραπ. Κρήτης [130, 336, 192, 347]
empress-subheading: ΚΡΟΤΟΣ ΤΟΥ ΚΟΣΜΟΥ ΤΑΣ ΥΒΡΕΙΣ [1053, 399, 1227, 410]
rates-cell: Banque d'Athen [246, 375, 282, 398]
shop-ads-text: — Στὸ Σακκὴ μεγάλας ἐκπτώσεις ἀπὸ 15—30 οἷο. Σ' ἐπίπεδο Σακκὴ μεγάλαι ἀφιχθῆναι ὑποκαμίσων λευκὰ καὶ χρωματιστὰ ἐκπτωσι 3. Γ. τσουκαλάς. — ΣΤΟ ΝΕΟΝ ΓΟΥΤΑΚΗ 146 ΑΙΟΛΟΥ ἐκτίθενται εἰς τιμὰς καταπληκτικὰς. [1256, 371, 1468, 447]
rates-cell: 134.25 [210, 409, 243, 420]
divider [378, 426, 530, 427]
column-rule [797, 384, 798, 913]
rates-row [128, 421, 350, 432]
divider [348, 775, 560, 777]
